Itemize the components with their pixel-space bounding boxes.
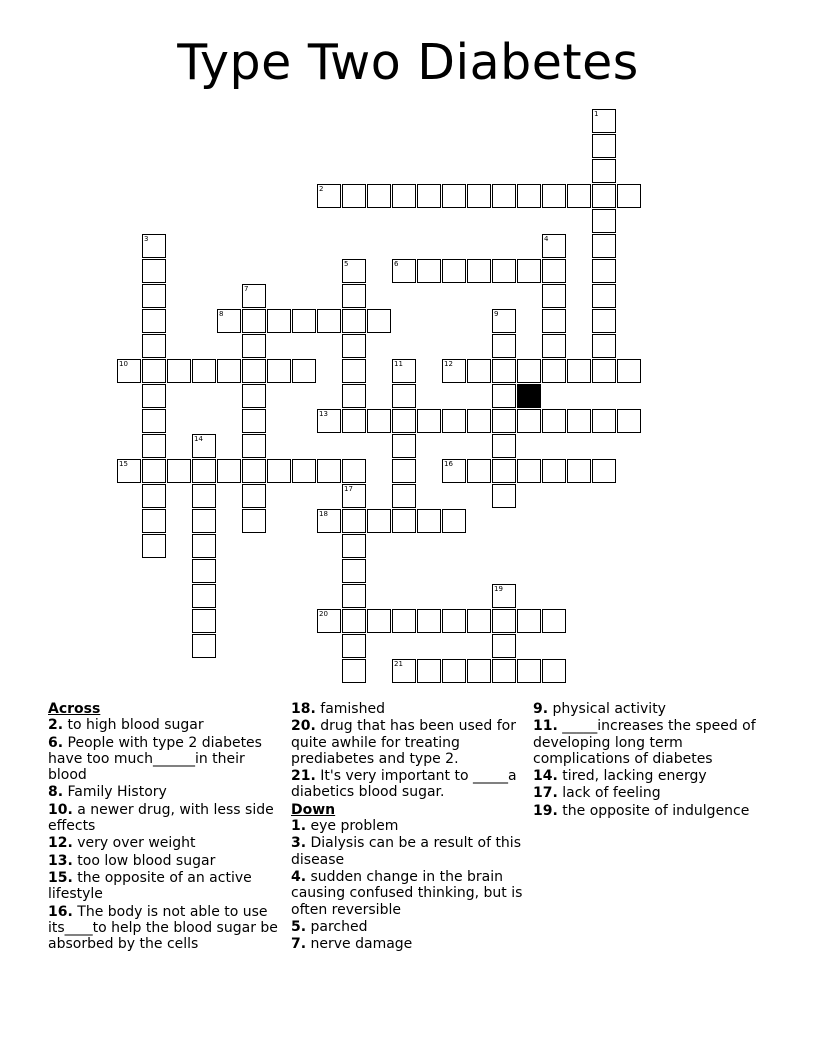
grid-cell[interactable] (317, 184, 341, 208)
clue-text: the opposite of indulgence (557, 802, 750, 819)
grid-cell[interactable] (442, 259, 466, 283)
grid-cell[interactable] (517, 359, 541, 383)
grid-cell[interactable] (342, 309, 366, 333)
grid-cell[interactable] (392, 509, 416, 533)
grid-cell[interactable] (142, 284, 166, 308)
clue-number: 7 (244, 285, 249, 293)
grid-cell[interactable] (492, 309, 516, 333)
grid-cell[interactable] (442, 184, 466, 208)
grid-cell[interactable] (467, 259, 491, 283)
grid-cell[interactable] (192, 484, 216, 508)
across-clue-list-continued (291, 701, 523, 801)
clue-text: nerve damage (306, 936, 413, 953)
clue-number-label: 13. (48, 852, 73, 869)
grid-cell[interactable] (117, 359, 141, 383)
grid-cell[interactable] (242, 484, 266, 508)
clue-number: 2 (319, 185, 324, 193)
clue-number-label: 2. (48, 717, 64, 734)
grid-cell[interactable] (342, 609, 366, 633)
clue-text: parched (306, 918, 368, 935)
across-clue-list (48, 717, 280, 952)
grid-cell[interactable] (292, 359, 316, 383)
across-heading: Across (48, 701, 101, 717)
clue-number-label: 4. (291, 868, 307, 885)
grid-cell[interactable] (542, 234, 566, 258)
grid-cell[interactable] (342, 484, 366, 508)
grid-cell[interactable] (417, 609, 441, 633)
grid-cell[interactable] (467, 409, 491, 433)
grid-cell[interactable] (592, 409, 616, 433)
across-clue (48, 717, 280, 733)
grid-cell[interactable] (342, 534, 366, 558)
clue-text: a newer drug, with less side effects (48, 801, 274, 835)
clue-text: tired, lacking energy (557, 768, 707, 785)
grid-cell[interactable] (142, 534, 166, 558)
across-clue (48, 735, 280, 784)
grid-cell[interactable] (142, 234, 166, 258)
grid-cell[interactable] (342, 659, 366, 683)
down-clue (291, 936, 523, 952)
grid-cell[interactable] (542, 334, 566, 358)
grid-cell[interactable] (317, 309, 341, 333)
grid-cell[interactable] (592, 259, 616, 283)
grid-cell[interactable] (417, 259, 441, 283)
grid-cell[interactable] (192, 609, 216, 633)
grid-cell[interactable] (142, 484, 166, 508)
grid-cell[interactable] (342, 184, 366, 208)
grid-cell[interactable] (142, 434, 166, 458)
grid-cell[interactable] (592, 359, 616, 383)
grid-cell[interactable] (417, 184, 441, 208)
grid-cell[interactable] (192, 509, 216, 533)
grid-cell[interactable] (317, 609, 341, 633)
grid-cell[interactable] (142, 509, 166, 533)
grid-cell[interactable] (542, 659, 566, 683)
clue-text: famished (315, 701, 385, 717)
grid-cell[interactable] (392, 609, 416, 633)
clue-number: 5 (344, 260, 349, 268)
clue-text: It's very important to _____a diabetics blood sugar. (291, 768, 517, 801)
clue-number: 4 (544, 235, 549, 243)
grid-cell[interactable] (217, 309, 241, 333)
down-clue-list (291, 818, 523, 952)
grid-cell[interactable] (342, 384, 366, 408)
grid-cell[interactable] (592, 309, 616, 333)
clue-number-label: 16. (48, 903, 73, 920)
grid-cell[interactable] (192, 359, 216, 383)
clue-column-1 (48, 701, 280, 953)
grid-cell[interactable] (192, 459, 216, 483)
grid-cell[interactable] (417, 659, 441, 683)
down-clue (291, 919, 523, 935)
grid-cell[interactable] (617, 184, 641, 208)
grid-cell[interactable] (167, 459, 191, 483)
clue-column-3 (533, 701, 773, 820)
grid-cell[interactable] (467, 184, 491, 208)
clue-number: 18 (319, 510, 328, 518)
clue-number-label: 20. (291, 718, 316, 735)
grid-cell[interactable] (492, 634, 516, 658)
grid-cell[interactable] (442, 359, 466, 383)
grid-cell[interactable] (342, 259, 366, 283)
grid-cell[interactable] (217, 359, 241, 383)
grid-cell[interactable] (517, 409, 541, 433)
clue-number-label: 14. (533, 768, 558, 785)
grid-cell[interactable] (242, 384, 266, 408)
grid-cell[interactable] (242, 334, 266, 358)
across-clue (291, 701, 523, 717)
clue-number: 3 (144, 235, 149, 243)
clue-text: very over weight (72, 835, 196, 852)
grid-cell[interactable] (392, 184, 416, 208)
grid-cell[interactable] (442, 409, 466, 433)
grid-cell[interactable] (292, 309, 316, 333)
grid-cell[interactable] (592, 109, 616, 133)
clue-number-label: 7. (291, 936, 307, 953)
across-clue (48, 870, 280, 903)
grid-cell[interactable] (367, 309, 391, 333)
down-clue (533, 768, 773, 784)
clue-number-label: 15. (48, 869, 73, 886)
grid-cell[interactable] (617, 359, 641, 383)
grid-cell[interactable] (517, 659, 541, 683)
grid-cell[interactable] (592, 134, 616, 158)
clue-number: 14 (194, 435, 203, 443)
down-clue (291, 835, 523, 868)
grid-cell[interactable] (367, 609, 391, 633)
down-clue-list-continued (533, 701, 773, 819)
across-clue (48, 904, 280, 953)
grid-cell[interactable] (542, 184, 566, 208)
grid-cell[interactable] (467, 359, 491, 383)
grid-cell[interactable] (592, 459, 616, 483)
grid-cell[interactable] (492, 434, 516, 458)
grid-cell[interactable] (317, 509, 341, 533)
clue-text: eye problem (306, 818, 399, 835)
grid-cell[interactable] (617, 409, 641, 433)
across-clue (291, 718, 523, 767)
grid-cell[interactable] (392, 659, 416, 683)
grid-cell[interactable] (567, 184, 591, 208)
grid-cell[interactable] (467, 459, 491, 483)
clue-number: 19 (494, 585, 503, 593)
clue-text: physical activity (548, 701, 666, 717)
grid-cell[interactable] (492, 359, 516, 383)
clue-text: Family History (63, 784, 167, 801)
grid-cell[interactable] (492, 659, 516, 683)
grid-cell[interactable] (342, 559, 366, 583)
grid-cell[interactable] (542, 309, 566, 333)
grid-cell[interactable] (242, 409, 266, 433)
grid-cell[interactable] (567, 409, 591, 433)
grid-cell[interactable] (517, 459, 541, 483)
grid-cell[interactable] (317, 459, 341, 483)
black-square (517, 384, 541, 408)
grid-cell[interactable] (492, 459, 516, 483)
grid-cell[interactable] (267, 309, 291, 333)
clue-number-label: 17. (533, 785, 558, 802)
down-clue (291, 869, 523, 918)
grid-cell[interactable] (542, 284, 566, 308)
clue-number-label: 11. (533, 718, 558, 735)
grid-cell[interactable] (542, 359, 566, 383)
grid-cell[interactable] (592, 159, 616, 183)
clue-text: Dialysis can be a result of this disease (291, 835, 521, 868)
down-clue (533, 718, 773, 767)
clue-text: the opposite of an active lifestyle (48, 869, 252, 903)
grid-cell[interactable] (142, 259, 166, 283)
grid-cell[interactable] (492, 184, 516, 208)
grid-cell[interactable] (142, 359, 166, 383)
clue-number-label: 1. (291, 818, 307, 835)
grid-cell[interactable] (192, 434, 216, 458)
across-clue (48, 835, 280, 851)
clue-text: too low blood sugar (72, 852, 216, 869)
grid-cell[interactable] (342, 634, 366, 658)
grid-cell[interactable] (492, 584, 516, 608)
clue-number: 1 (594, 110, 599, 118)
clue-number: 9 (494, 310, 499, 318)
down-clue (533, 803, 773, 819)
clue-text: The body is not able to use its____to help the blood sugar be absorbed by the cells (48, 903, 278, 953)
grid-cell[interactable] (492, 334, 516, 358)
grid-cell[interactable] (392, 434, 416, 458)
grid-cell[interactable] (442, 609, 466, 633)
clue-number: 11 (394, 360, 403, 368)
clue-number: 8 (219, 310, 224, 318)
grid-cell[interactable] (592, 184, 616, 208)
grid-cell[interactable] (142, 409, 166, 433)
grid-cell[interactable] (242, 284, 266, 308)
grid-cell[interactable] (492, 409, 516, 433)
clue-number: 6 (394, 260, 399, 268)
clue-number: 13 (319, 410, 328, 418)
clue-number-label: 18. (291, 701, 316, 717)
clue-number: 17 (344, 485, 353, 493)
grid-cell[interactable] (142, 384, 166, 408)
clue-number-label: 6. (48, 734, 64, 751)
grid-cell[interactable] (392, 484, 416, 508)
grid-cell[interactable] (192, 584, 216, 608)
clue-number: 21 (394, 660, 403, 668)
clue-column-2 (291, 701, 523, 953)
clue-text: People with type 2 diabetes have too much______in their blood (48, 734, 262, 784)
grid-cell[interactable] (442, 459, 466, 483)
grid-cell[interactable] (242, 309, 266, 333)
grid-cell[interactable] (142, 459, 166, 483)
clue-number-label: 3. (291, 835, 307, 852)
across-clue (291, 768, 523, 801)
grid-cell[interactable] (492, 484, 516, 508)
grid-cell[interactable] (117, 459, 141, 483)
grid-cell[interactable] (367, 184, 391, 208)
grid-cell[interactable] (342, 284, 366, 308)
grid-cell[interactable] (342, 584, 366, 608)
grid-cell[interactable] (342, 459, 366, 483)
grid-cell[interactable] (567, 359, 591, 383)
grid-cell[interactable] (467, 659, 491, 683)
grid-cell[interactable] (367, 409, 391, 433)
across-clue (48, 802, 280, 835)
grid-cell[interactable] (392, 384, 416, 408)
grid-cell[interactable] (342, 334, 366, 358)
clue-text: sudden change in the brain causing confused thinking, but is often reversible (291, 868, 523, 918)
grid-cell[interactable] (267, 359, 291, 383)
grid-cell[interactable] (492, 259, 516, 283)
clue-number-label: 19. (533, 802, 558, 819)
clue-number: 20 (319, 610, 328, 618)
grid-cell[interactable] (242, 459, 266, 483)
grid-cell[interactable] (417, 409, 441, 433)
down-clue (533, 785, 773, 801)
grid-cell[interactable] (592, 284, 616, 308)
grid-cell[interactable] (392, 409, 416, 433)
grid-cell[interactable] (442, 659, 466, 683)
grid-cell[interactable] (567, 459, 591, 483)
grid-cell[interactable] (517, 184, 541, 208)
grid-cell[interactable] (167, 359, 191, 383)
grid-cell[interactable] (517, 609, 541, 633)
grid-cell[interactable] (467, 609, 491, 633)
grid-cell[interactable] (592, 334, 616, 358)
clue-text: to high blood sugar (63, 717, 204, 734)
grid-cell[interactable] (367, 509, 391, 533)
grid-cell[interactable] (592, 209, 616, 233)
puzzle-title: Type Two Diabetes (177, 34, 639, 91)
clue-text: drug that has been used for quite awhile for treating prediabetes and type 2. (291, 718, 516, 767)
clue-number-label: 8. (48, 784, 64, 801)
grid-cell[interactable] (592, 234, 616, 258)
grid-cell[interactable] (142, 334, 166, 358)
clue-number-label: 21. (291, 768, 316, 785)
grid-cell[interactable] (517, 259, 541, 283)
clue-number: 10 (119, 360, 128, 368)
clue-text: lack of feeling (557, 785, 661, 802)
grid-cell[interactable] (542, 459, 566, 483)
grid-cell[interactable] (492, 609, 516, 633)
clue-number-label: 5. (291, 918, 307, 935)
across-clue (48, 853, 280, 869)
grid-cell[interactable] (542, 259, 566, 283)
grid-cell[interactable] (342, 409, 366, 433)
grid-cell[interactable] (542, 609, 566, 633)
grid-cell[interactable] (142, 309, 166, 333)
clue-number: 15 (119, 460, 128, 468)
grid-cell[interactable] (392, 259, 416, 283)
grid-cell[interactable] (442, 509, 466, 533)
grid-cell[interactable] (417, 509, 441, 533)
grid-cell[interactable] (292, 459, 316, 483)
clue-number: 12 (444, 360, 453, 368)
grid-cell[interactable] (192, 634, 216, 658)
grid-cell[interactable] (342, 359, 366, 383)
across-clue (48, 784, 280, 800)
clue-text: _____increases the speed of developing long term complications of diabetes (533, 718, 756, 767)
grid-cell[interactable] (267, 459, 291, 483)
grid-cell[interactable] (542, 409, 566, 433)
down-heading: Down (291, 801, 336, 818)
grid-cell[interactable] (217, 459, 241, 483)
down-clue (291, 818, 523, 834)
grid-cell[interactable] (242, 359, 266, 383)
grid-cell[interactable] (342, 509, 366, 533)
clue-number-label: 10. (48, 801, 73, 818)
down-clue (533, 701, 773, 717)
clue-number-label: 12. (48, 835, 73, 852)
grid-cell[interactable] (192, 559, 216, 583)
grid-cell[interactable] (317, 409, 341, 433)
grid-cell[interactable] (392, 359, 416, 383)
grid-cell[interactable] (242, 509, 266, 533)
grid-cell[interactable] (242, 434, 266, 458)
clue-number-label: 9. (533, 701, 549, 717)
grid-cell[interactable] (392, 459, 416, 483)
grid-cell[interactable] (192, 534, 216, 558)
clue-number: 16 (444, 460, 453, 468)
grid-cell[interactable] (492, 384, 516, 408)
